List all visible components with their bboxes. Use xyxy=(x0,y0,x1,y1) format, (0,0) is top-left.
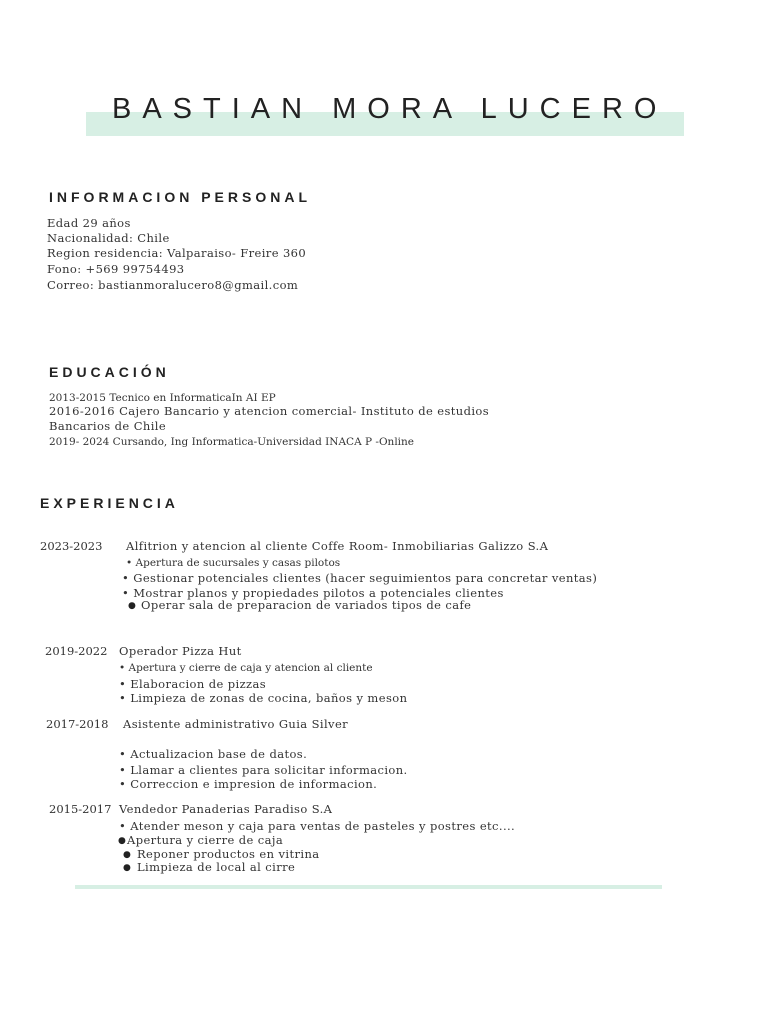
education-line: 2013-2015 Tecnico en InformaticaIn AI EP xyxy=(49,392,276,404)
job-role: Vendedor Panaderias Paradiso S.A xyxy=(119,802,333,816)
job-role: Operador Pizza Hut xyxy=(119,644,242,658)
job-bullet: • Mostrar planos y propiedades pilotos a potenciales clientes xyxy=(122,586,504,600)
job-role: Alfitrion y atencion al cliente Coffe Room- Inmobiliarias Galizzo S.A xyxy=(126,539,549,553)
job-role: Asistente administrativo Guia Silver xyxy=(123,717,349,731)
job-bullet: • Gestionar potenciales clientes (hacer seguimientos para concretar ventas) xyxy=(122,571,598,585)
job-bullet: Reponer productos en vitrina xyxy=(137,847,320,861)
personal-age: Edad 29 años xyxy=(47,216,131,230)
job-years: 2017-2018 xyxy=(46,717,109,731)
education-line: 2019- 2024 Cursando, Ing Informatica-Universidad INACA P -Online xyxy=(49,436,415,448)
job-years: 2015-2017 xyxy=(49,802,112,816)
education-line: Bancarios de Chile xyxy=(49,419,167,433)
job-bullet: • Actualizacion base de datos. xyxy=(119,747,308,761)
section-title-experience: EXPERIENCIA xyxy=(40,495,179,511)
bullet-dot-icon: ● xyxy=(123,863,131,873)
job-bullet: • Limpieza de zonas de cocina, baños y meson xyxy=(119,691,408,705)
personal-phone: Fono: +569 99754493 xyxy=(47,262,185,276)
education-line: 2016-2016 Cajero Bancario y atencion comercial- Instituto de estudios xyxy=(49,404,490,418)
job-bullet: • Correccion e impresion de informacion. xyxy=(119,777,378,791)
bottom-divider xyxy=(75,885,662,889)
job-bullet: • Llamar a clientes para solicitar informacion. xyxy=(119,763,408,777)
job-bullet: • Apertura y cierre de caja y atencion al cliente xyxy=(119,662,373,674)
bullet-dot-icon: ● xyxy=(123,850,131,860)
personal-email: Correo: bastianmoralucero8@gmail.com xyxy=(47,278,299,292)
job-bullet: Operar sala de preparacion de variados tipos de cafe xyxy=(141,598,472,612)
bullet-dot-icon: ● xyxy=(128,601,136,611)
personal-nationality: Nacionalidad: Chile xyxy=(47,231,170,245)
job-bullet: • Atender meson y caja para ventas de pasteles y postres etc.... xyxy=(119,819,516,833)
section-title-personal: INFORMACION PERSONAL xyxy=(49,189,311,205)
job-bullet: Limpieza de local al cirre xyxy=(137,860,296,874)
bullet-dot-icon: ● xyxy=(118,836,126,846)
job-years: 2023-2023 xyxy=(40,539,103,553)
personal-region: Region residencia: Valparaiso- Freire 360 xyxy=(47,246,307,260)
section-title-education: EDUCACIÓN xyxy=(49,364,170,380)
job-years: 2019-2022 xyxy=(45,644,108,658)
page-title: BASTIAN MORA LUCERO xyxy=(112,93,668,125)
job-bullet: Apertura y cierre de caja xyxy=(127,833,284,847)
job-bullet: • Elaboracion de pizzas xyxy=(119,677,267,691)
job-bullet: • Apertura de sucursales y casas pilotos xyxy=(126,557,341,569)
